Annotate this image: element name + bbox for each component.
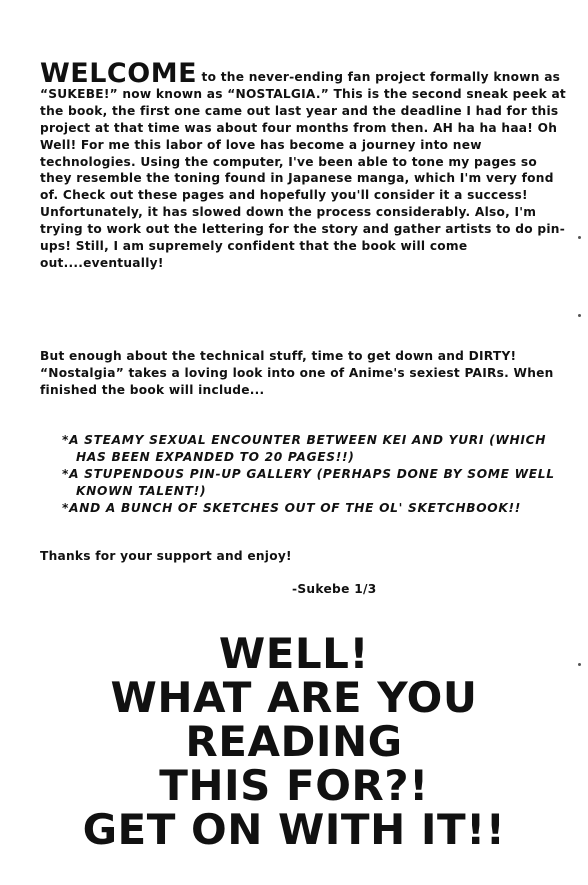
welcome-heading: WELCOME <box>40 58 198 89</box>
list-item: *A STUPENDOUS PIN-UP GALLERY (PERHAPS DONE BY SOME WELL KNOWN TALENT!) <box>62 466 555 498</box>
closing-headline <box>0 629 588 854</box>
headline-line: WHAT ARE YOU READING <box>110 673 478 766</box>
headline-line: THIS FOR?! <box>159 761 429 810</box>
book-contents-list <box>62 432 562 517</box>
signature: -Sukebe 1/3 <box>292 582 377 596</box>
book-contents-paragraph: But enough about the technical stuff, time to get down and DIRTY! “Nostalgia” takes a loving look into one of Anime's sexiest PAIRs. When finished the book will include... <box>40 349 554 397</box>
scan-speck <box>578 314 581 317</box>
list-item: *AND A BUNCH OF SKETCHES OUT OF THE OL' SKETCHBOOK!! <box>62 500 521 515</box>
list-item: *A STEAMY SEXUAL ENCOUNTER BETWEEN KEI AND YURI (WHICH HAS BEEN EXPANDED TO 20 PAGES!!) <box>62 433 547 464</box>
intro-text: to the never-ending fan project formally known as “SUKEBE!” now known as “NOSTALGIA.” This is the second sneak peek at the book, the first one came out last year and the deadline I had for this project at that time was about four months from then. AH ha ha haa! Oh Well! For me this labor of love has become a journey into new technologies. Using the computer, I've been able to tone my pages so they resemble the toning found in Japanese manga, which I'm very fond of. Check out these pages and hopefully you'll consider it a success! Unfortunately, it has slowed down the process considerably. Also, I'm trying to work out the lettering for the story and gather artists to do pin-ups! Still, I am supremely confident that the book will come out....eventually! <box>40 70 567 270</box>
scan-speck <box>578 663 581 666</box>
headline-line: GET ON WITH IT!! <box>82 805 506 854</box>
headline-line: WELL! <box>218 629 370 678</box>
thanks-line: Thanks for your support and enjoy! <box>40 549 292 563</box>
intro-paragraph <box>40 58 572 272</box>
scan-speck <box>578 236 581 239</box>
